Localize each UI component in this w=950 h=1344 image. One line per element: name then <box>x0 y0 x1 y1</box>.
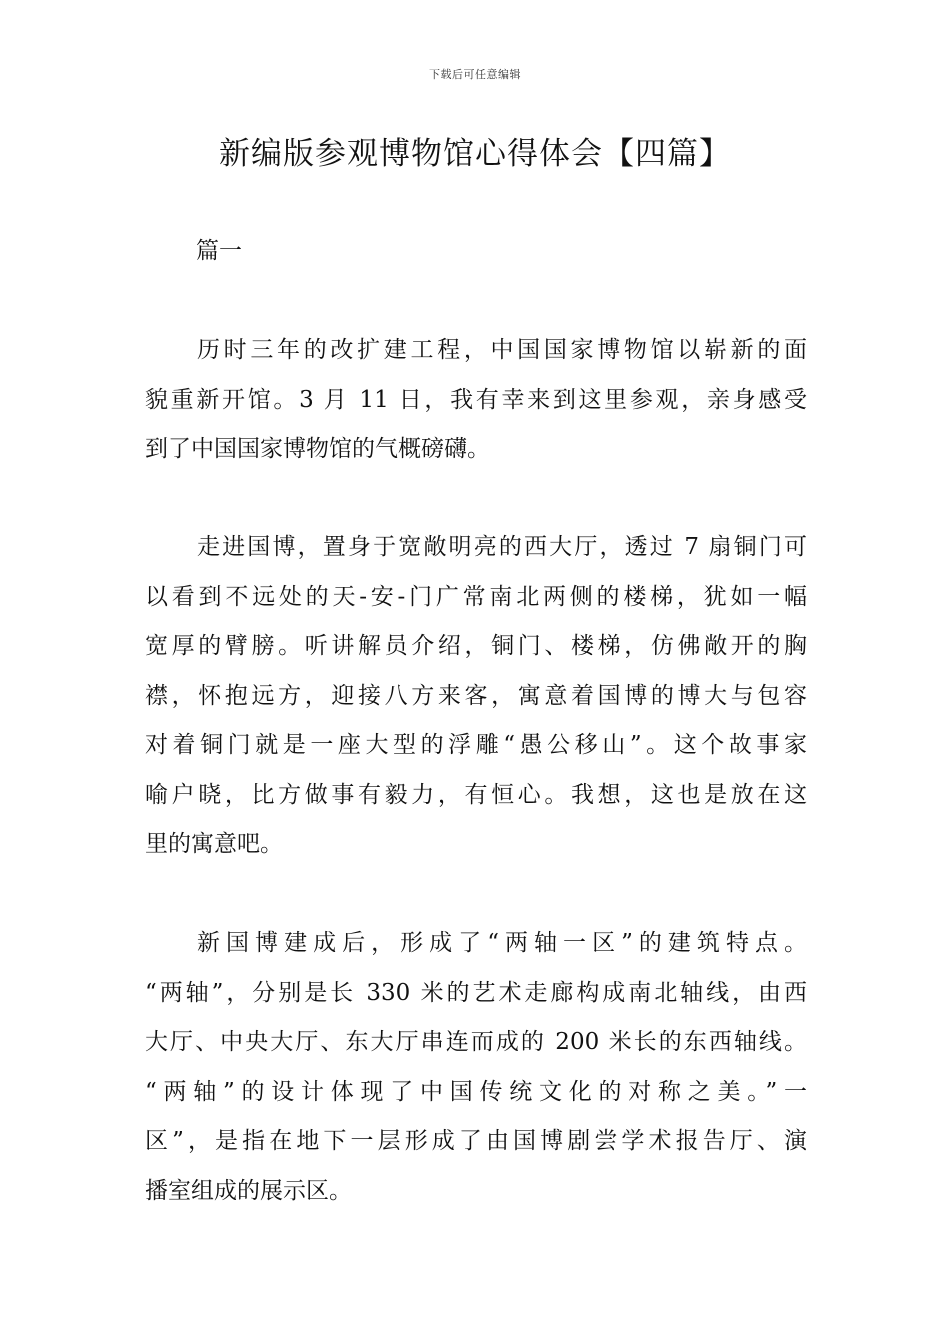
paragraph-line: 喻户晓，比方做事有毅力，有恒心。我想，这也是放在这 <box>145 781 807 808</box>
paragraph-line: 貌重新开馆。3 月 11 日，我有幸来到这里参观，亲身感受 <box>145 386 807 413</box>
paragraph-line: 宽厚的臂膀。听讲解员介绍，铜门、楼梯，仿佛敞开的胸 <box>145 633 807 659</box>
paragraph-line: 对着铜门就是一座大型的浮雕“愚公移山”。这个故事家 <box>145 732 807 758</box>
section-label: 篇一 <box>196 238 242 264</box>
paragraph-1 <box>145 326 807 475</box>
paragraph-line: 大厅、中央大厅、东大厅串连而成的 200 米长的东西轴线。 <box>145 1029 807 1055</box>
paragraph-line: 走进国博，置身于宽敞明亮的西大厅，透过 7 扇铜门可 <box>197 534 807 560</box>
document-title: 新编版参观博物馆心得体会【四篇】 <box>219 136 731 172</box>
paragraph-line: 播室组成的展示区。 <box>145 1177 352 1204</box>
header-note: 下载后可任意编辑 <box>429 68 521 81</box>
paragraph-line: 新国博建成后，形成了“两轴一区”的建筑特点。 <box>197 930 807 956</box>
paragraph-line: 区”，是指在地下一层形成了由国博剧尝学术报告厅、演 <box>145 1128 807 1154</box>
paragraph-line: “两轴”，分别是长 330 米的艺术走廊构成南北轴线，由西 <box>145 979 807 1006</box>
paragraph-line: 以看到不远处的天-安-门广常南北两侧的楼梯，犹如一幅 <box>145 583 807 610</box>
paragraph-line: 到了中国国家博物馆的气概磅礴。 <box>145 436 490 462</box>
paragraph-3 <box>145 919 807 1216</box>
paragraph-line: 襟，怀抱远方，迎接八方来客，寓意着国博的博大与包容 <box>145 682 807 709</box>
paragraph-line: “两轴”的设计体现了中国传统文化的对称之美。”一 <box>145 1078 807 1105</box>
paragraph-line: 历时三年的改扩建工程，中国国家博物馆以崭新的面 <box>197 337 807 363</box>
paragraph-2 <box>145 523 807 870</box>
paragraph-line: 里的寓意吧。 <box>145 831 283 857</box>
